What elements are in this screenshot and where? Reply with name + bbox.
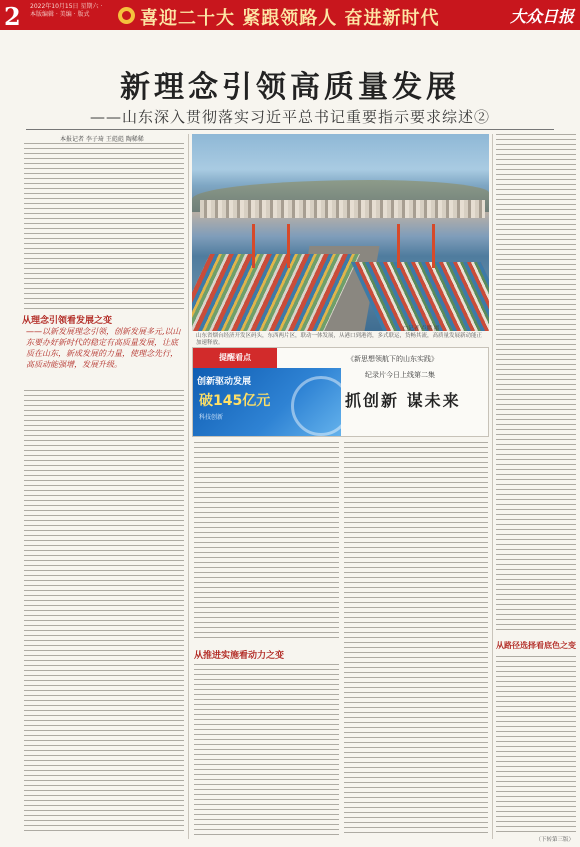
body-text-mid-1 (194, 442, 339, 642)
publication-info: 2022年10月15日 星期六 · 本版编辑 · 美编 · 版式 (30, 3, 103, 18)
body-text-mid-2 (194, 664, 339, 836)
photo-caption: 山东省烟台经济开发区码头，东西两片区，联动一体发展，从港口到港湾，多式联运，货畅其流，高质量发展新动能正加速释放。 (196, 333, 483, 346)
body-text-right-2 (496, 656, 576, 834)
section-subhead-1: 从理念引领看发展之变 (22, 316, 113, 326)
body-text-mid-3 (344, 442, 488, 836)
continued-note: （下转第三版） (535, 837, 574, 843)
party-emblem-icon (118, 7, 135, 24)
banner-ring-icon (291, 376, 341, 436)
port-photo (192, 134, 489, 331)
banner-slogan: 喜迎二十大 紧跟领路人 奋进新时代 (140, 8, 440, 29)
documentary-promo-box (192, 347, 489, 437)
headline-divider (26, 129, 554, 130)
body-text-right-1 (496, 134, 576, 634)
promo-release-note: 纪录片今日上线第二集 (365, 371, 435, 379)
promo-banner-value: 破145亿元 (199, 393, 271, 409)
pullquote-box (26, 326, 182, 386)
body-text-left-2 (24, 390, 184, 835)
body-text-left-1 (24, 143, 184, 313)
promo-banner-title: 创新驱动发展 (197, 377, 252, 387)
page-number: 2 (4, 2, 21, 31)
article-headline: 新理念引领高质量发展 (120, 70, 460, 105)
promo-banner (193, 368, 341, 436)
column-divider (188, 134, 189, 839)
article-subheadline: ——山东深入贯彻落实习近平总书记重要指示要求综述② (89, 108, 490, 126)
section-subhead-2: 从推进实施看动力之变 (194, 651, 285, 661)
promo-series-title: 《新思想领航下的山东实践》 (347, 355, 438, 363)
promo-banner-label: 科技创新 (199, 414, 224, 421)
promo-episode-title: 抓创新 谋未来 (345, 391, 461, 410)
article-byline: 本报记者 李子琦 王彪彪 陶稀稀 (60, 136, 144, 143)
pullquote-text: ——以新发展理念引领，创新发展多元,以山东要办好新时代的稳定有高质量发展，让底质在山东，新成发展的力量，使理念先行，高质动能强增，发展升级。 (26, 327, 181, 369)
masthead-logo: 大众日报 (509, 7, 574, 26)
column-divider (492, 134, 493, 839)
promo-tag: 提醒看点 (193, 348, 277, 368)
photo-credit: □记者 卢鹏 摄 (403, 326, 440, 332)
section-subhead-3: 从路径选择看底色之变 (496, 641, 576, 650)
top-banner (0, 0, 580, 30)
